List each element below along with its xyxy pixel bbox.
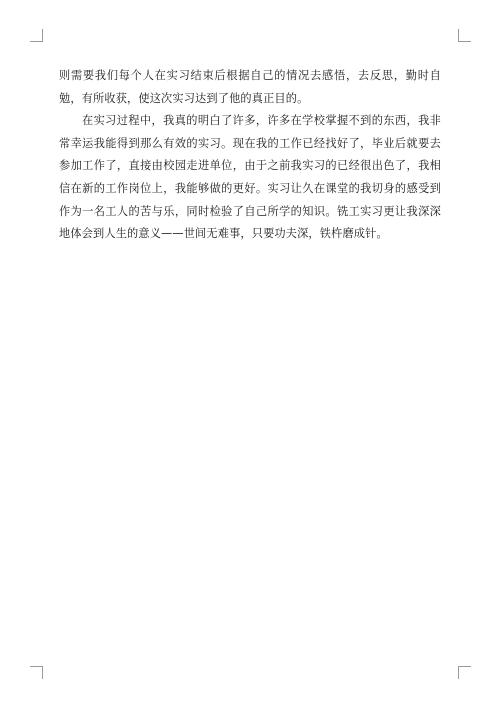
crop-mark-top-left [30,29,43,42]
crop-mark-bottom-right [458,666,471,679]
paragraph-1: 则需要我们每个人在实习结束后根据自己的情况去感悟，去反思，勤时自勉，有所收获，使这次实习达到了他的真正目的。 [59,69,441,105]
crop-mark-top-right [458,29,471,42]
crop-mark-bottom-left [30,666,43,679]
document-body [59,65,441,246]
paragraph-2: 在实习过程中，我真的明白了许多，许多在学校掌握不到的东西，我非常幸运我能得到那么有效的实习。现在我的工作已经找好了，毕业后就要去参加工作了，直接由校园走进单位，由于之前我实习的已经很出色了，我相信在新的工作岗位上，我能够做的更好。实习让久在课堂的我切身的感受到作为一名工人的苦与乐，同时检验了自己所学的知识。铣工实习更让我深深地体会到人生的意义——世间无难事，只要功夫深，铁杵磨成针。 [59,114,441,241]
